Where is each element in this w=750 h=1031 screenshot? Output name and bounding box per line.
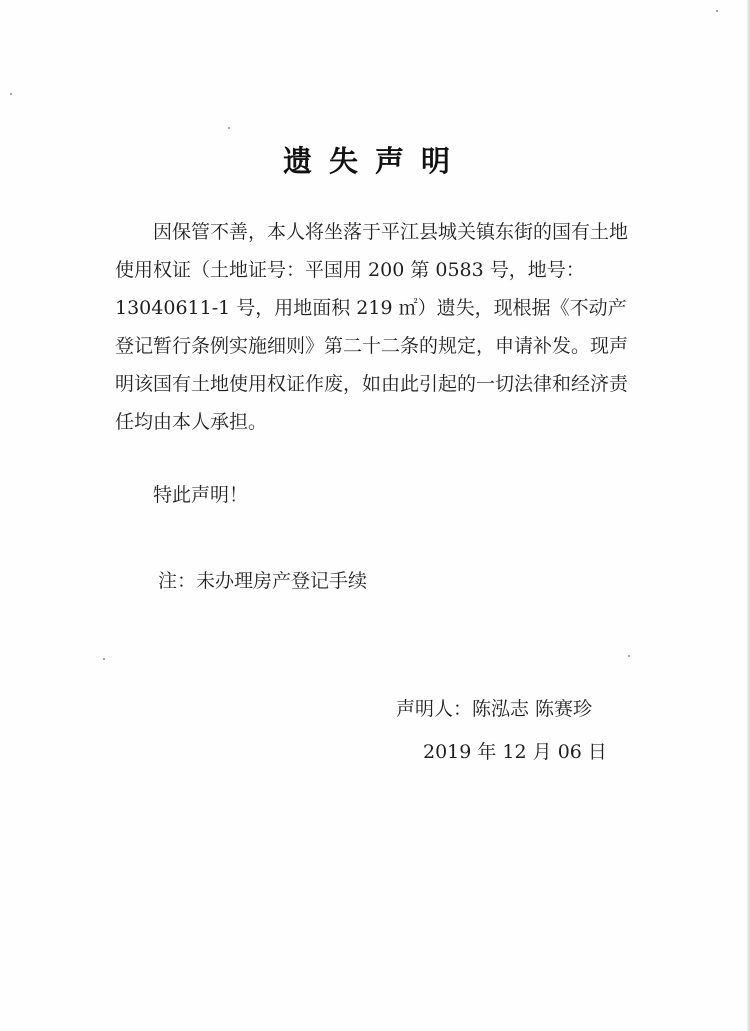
statement-body: 因保管不善，本人将坐落于平江县城关镇东街的国有土地使用权证（土地证号：平国用 200 第 0583 号，地号：13040611-1 号，用地面积 219 ㎡）遗失，现根据《不动产登记暂行条例实施细则》第二十二条的规定，申请补发。现声明该国有土地使用权证作废，如由此引起的一切法律和经济责任均由本人承担。: [115, 221, 629, 433]
statement-date: 2019 年 12 月 06 日: [423, 741, 607, 763]
scan-speck: [103, 658, 105, 660]
scan-speck: [10, 93, 12, 95]
note: 注：未办理房产登记手续: [158, 570, 368, 592]
closing-statement: 特此声明！: [153, 484, 249, 506]
scan-speck: [628, 655, 630, 657]
scan-speck: [228, 127, 230, 129]
declarant-signature: 声明人：陈泓志 陈赛珍: [396, 698, 593, 720]
scan-speck: [716, 10, 718, 12]
document-title: 遗失声明: [282, 144, 467, 179]
